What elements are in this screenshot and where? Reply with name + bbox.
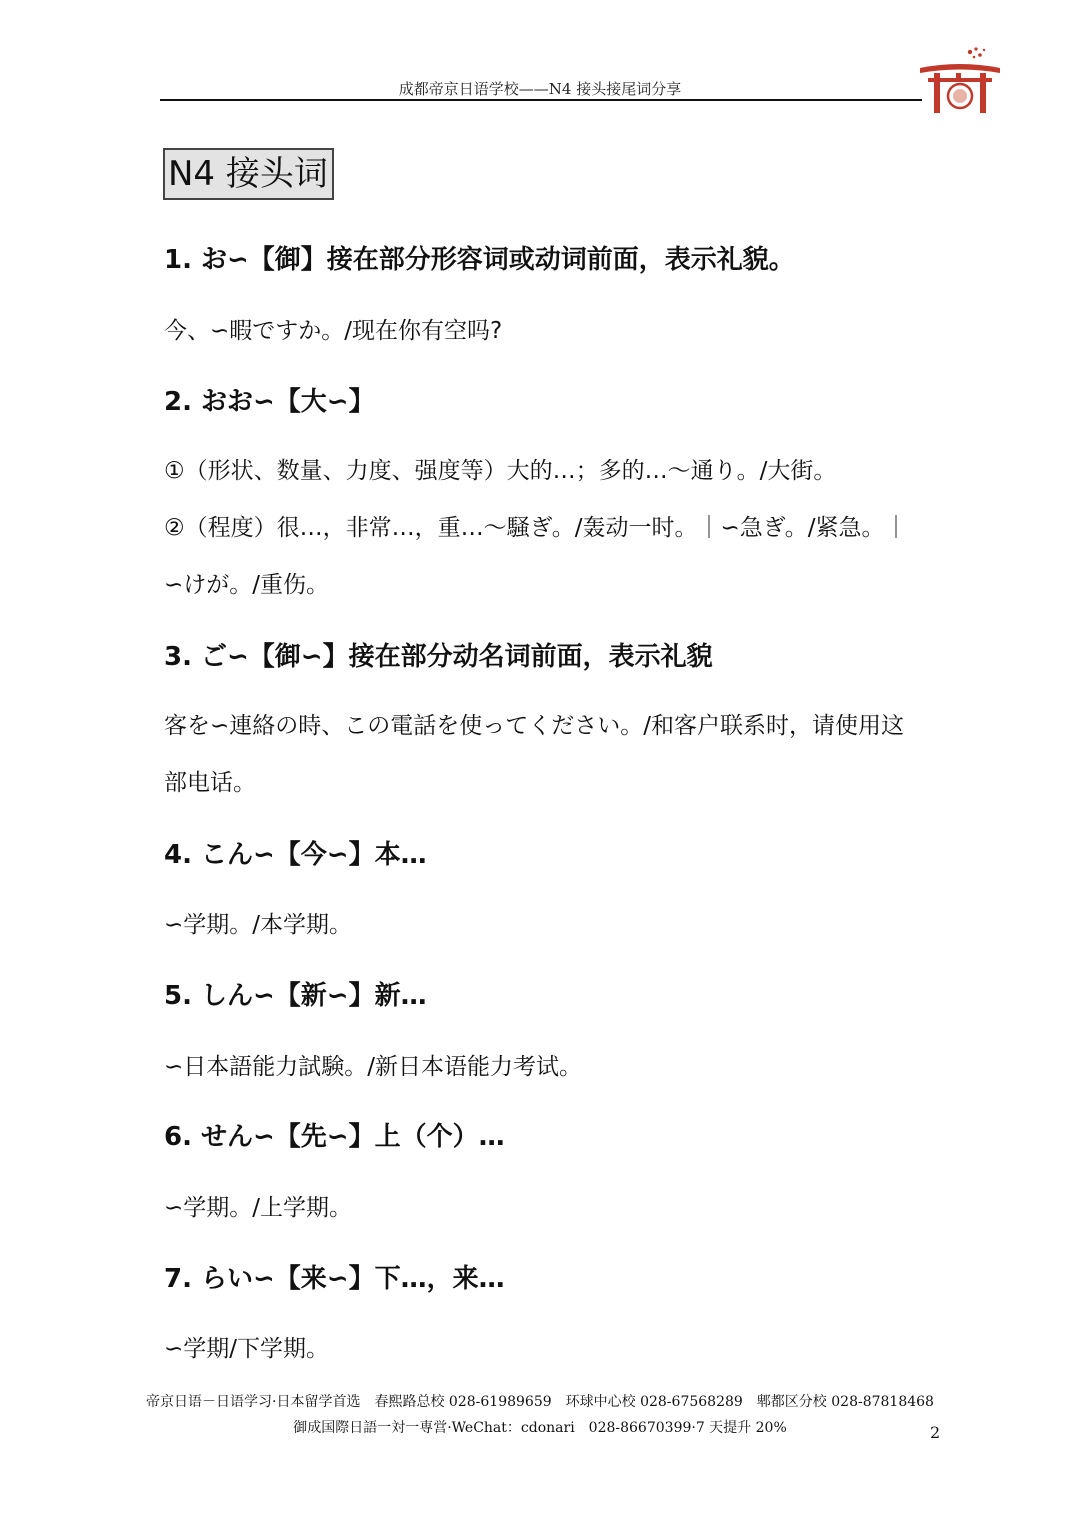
item-example: ①（形状、数量、力度、强度等）大的…；多的…～通り。/大街。 — [164, 458, 837, 484]
footer-contact-line: 帝京日语－日语学习·日本留学首选 春熙路总校 028-61989659 环球中心校 028-67568289 郫都区分校 028-87818468 — [146, 1394, 934, 1410]
item-heading: 3. ご∽【御∽】接在部分动名词前面，表示礼貌 — [164, 642, 713, 672]
footer-wechat-line: 御成国際日語一対一専営·WeChat：cdonari 028-86670399·7 天提升 20% — [293, 1420, 787, 1436]
header-title: 成都帝京日语学校——N4 接头接尾词分享 — [398, 80, 682, 98]
item-example: ∽学期。/本学期。 — [164, 912, 353, 938]
item-heading: 6. せん∽【先∽】上（个）… — [164, 1122, 505, 1152]
item-example: ∽学期/下学期。 — [164, 1336, 330, 1362]
item-example: ∽日本語能力試験。/新日本语能力考试。 — [164, 1054, 583, 1080]
item-heading: 1. お∽【御】接在部分形容词或动词前面，表示礼貌。 — [164, 245, 795, 275]
item-example: ∽学期。/上学期。 — [164, 1195, 353, 1221]
item-example: 今、∽暇ですか。/现在你有空吗? — [164, 318, 503, 344]
item-heading: 7. らい∽【来∽】下…，来… — [164, 1264, 505, 1294]
item-heading: 4. こん∽【今∽】本… — [164, 840, 427, 870]
item-example: ②（程度）很…，非常…，重…～騒ぎ。/轰动一时。｜∽急ぎ。/紧急。｜∽けが。/重伤。 — [164, 515, 908, 598]
item-heading: 2. おお∽【大∽】 — [164, 387, 375, 417]
item-heading: 5. しん∽【新∽】新… — [164, 981, 427, 1011]
school-logo-icon — [918, 44, 1002, 116]
section-title: N4 接头词 — [163, 148, 334, 200]
header-rule — [160, 99, 922, 101]
page-number: 2 — [930, 1423, 941, 1442]
item-example: 客を∽連絡の時、この電話を使ってください。/和客户联系时，请使用这部电话。 — [164, 713, 905, 796]
